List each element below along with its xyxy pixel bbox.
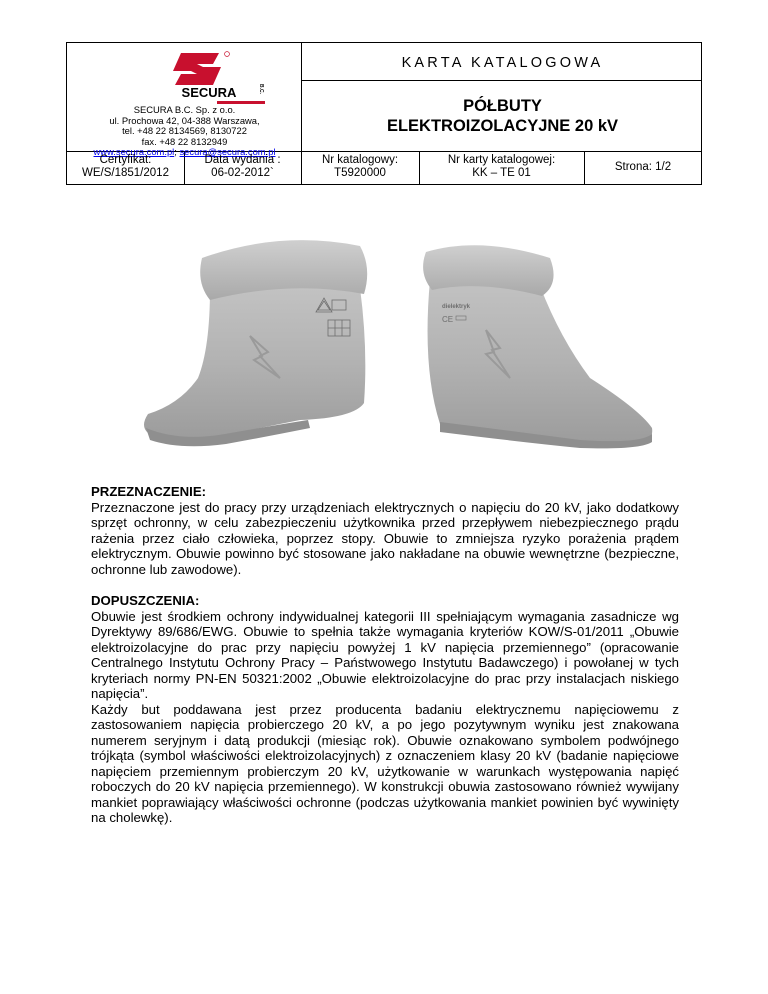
company-address: ul. Prochowa 42, 04-388 Warszawa, <box>109 114 260 126</box>
email-link[interactable]: secura@secura.com.pl <box>179 146 276 157</box>
document-type: KARTA KATALOGOWA <box>401 55 604 71</box>
paragraph: Każdy but poddawana jest przez producenta badaniu elektrycznemu napięciowemu z zastosowaniem napięcia probierczego 20 kV, a po jego pozytywnym wyniku jest znakowana numerem seryjnym i datą produkcji (miesiąc rok). Obuwie oznakowano symbolem podwójnego trójkąta (symbol właściwości elektroizolacyjnych) z oznaczeniem klasy 20 kV (badanie napięciowe napięciem przemiennym probierczym 20 kV, użytkowanie w warunkach występowania napięć roboczych do 20 kV napięcia przemiennego). W konstrukcji obuwia zastosowano również wywijany mankiet poprawiający właściwości ochronne (podczas użytkowania mankiet powinien być wywinięty na cholewkę). <box>91 701 679 825</box>
right-boot <box>423 245 652 448</box>
section-heading-approvals: DOPUSZCZENIA: <box>91 593 200 608</box>
divider <box>301 80 702 81</box>
section-heading-purpose: PRZEZNACZENIE: <box>91 484 207 499</box>
certificate-cell: Certyfikat: WE/S/1851/2012 <box>82 154 169 179</box>
secura-logo <box>173 49 253 89</box>
left-boot <box>144 240 367 446</box>
product-image <box>140 228 660 478</box>
paragraph: Obuwie jest środkiem ochrony indywidualnej kategorii III spełniającym wymagania zasadnicze wg Dyrektywy 89/686/EWG. Obuwie to spełnia także wymagania kryteriów KOW/S-01/2011 „Obuwie elektroizolacyjne do prac przy napięciu powyżej 1 kV napięcia przemiennego” (opracowanie Centralnego Instytutu Ochrony Pracy – Państwowego Instytutu Badawczego) i powołanej w tych kryteriach normy PN-EN 50321:2002 „Obuwie elektroizolacyjne do prac przy instalacjach niskiego napięcia”. <box>91 608 679 701</box>
website-link[interactable]: www.secura.com.pl <box>93 146 175 157</box>
header-table <box>66 42 702 185</box>
document-body <box>91 484 679 826</box>
paragraph: Przeznaczone jest do pracy przy urządzeniach elektrycznych o napięciu do 20 kV, jako dodatkowy sprzęt ochronny, w celu zabezpieczeniu użytkownika przed przepływem niebezpiecznego prądu rażenia przez ciało człowieka, poprzez stopy. Obuwie to zmniejsza ryzyko porażenia prądem elektrycznym. Obuwie powinno być stosowane jako nakładane na obuwie wewnętrzne (bezpieczne, ochronne lub zawodowe). <box>91 499 679 577</box>
document-title: PÓŁBUTY ELEKTROIZOLACYJNE 20 kV <box>386 97 619 135</box>
catalog-number-cell: Nr katalogowy: T5920000 <box>321 154 399 179</box>
company-phone: tel. +48 22 8134569, 8130722 <box>122 125 247 136</box>
page-number-cell: Strona: 1/2 <box>614 161 672 173</box>
company-fax: fax. +48 22 8132949 <box>141 135 228 147</box>
card-number-cell: Nr karty katalogowej: KK – TE 01 <box>447 154 556 179</box>
company-name: SECURA B.C. Sp. z o.o. <box>133 104 236 115</box>
svg-text:CE: CE <box>442 315 454 324</box>
company-info: SECURA B.C. Sp. z o.o. ul. Prochowa 42, 04-388 Warszawa, tel. +48 22 8134569, 8130722 fax. +48 22 8132949 www.secura.com.pl; secura@secura.com.pl <box>67 105 302 158</box>
issue-date-cell: Data wydania : 06-02-2012` <box>204 154 281 179</box>
logo-wordmark: SECURA B.C. <box>181 84 264 100</box>
boot-brand-text: dielektryk <box>442 304 471 310</box>
